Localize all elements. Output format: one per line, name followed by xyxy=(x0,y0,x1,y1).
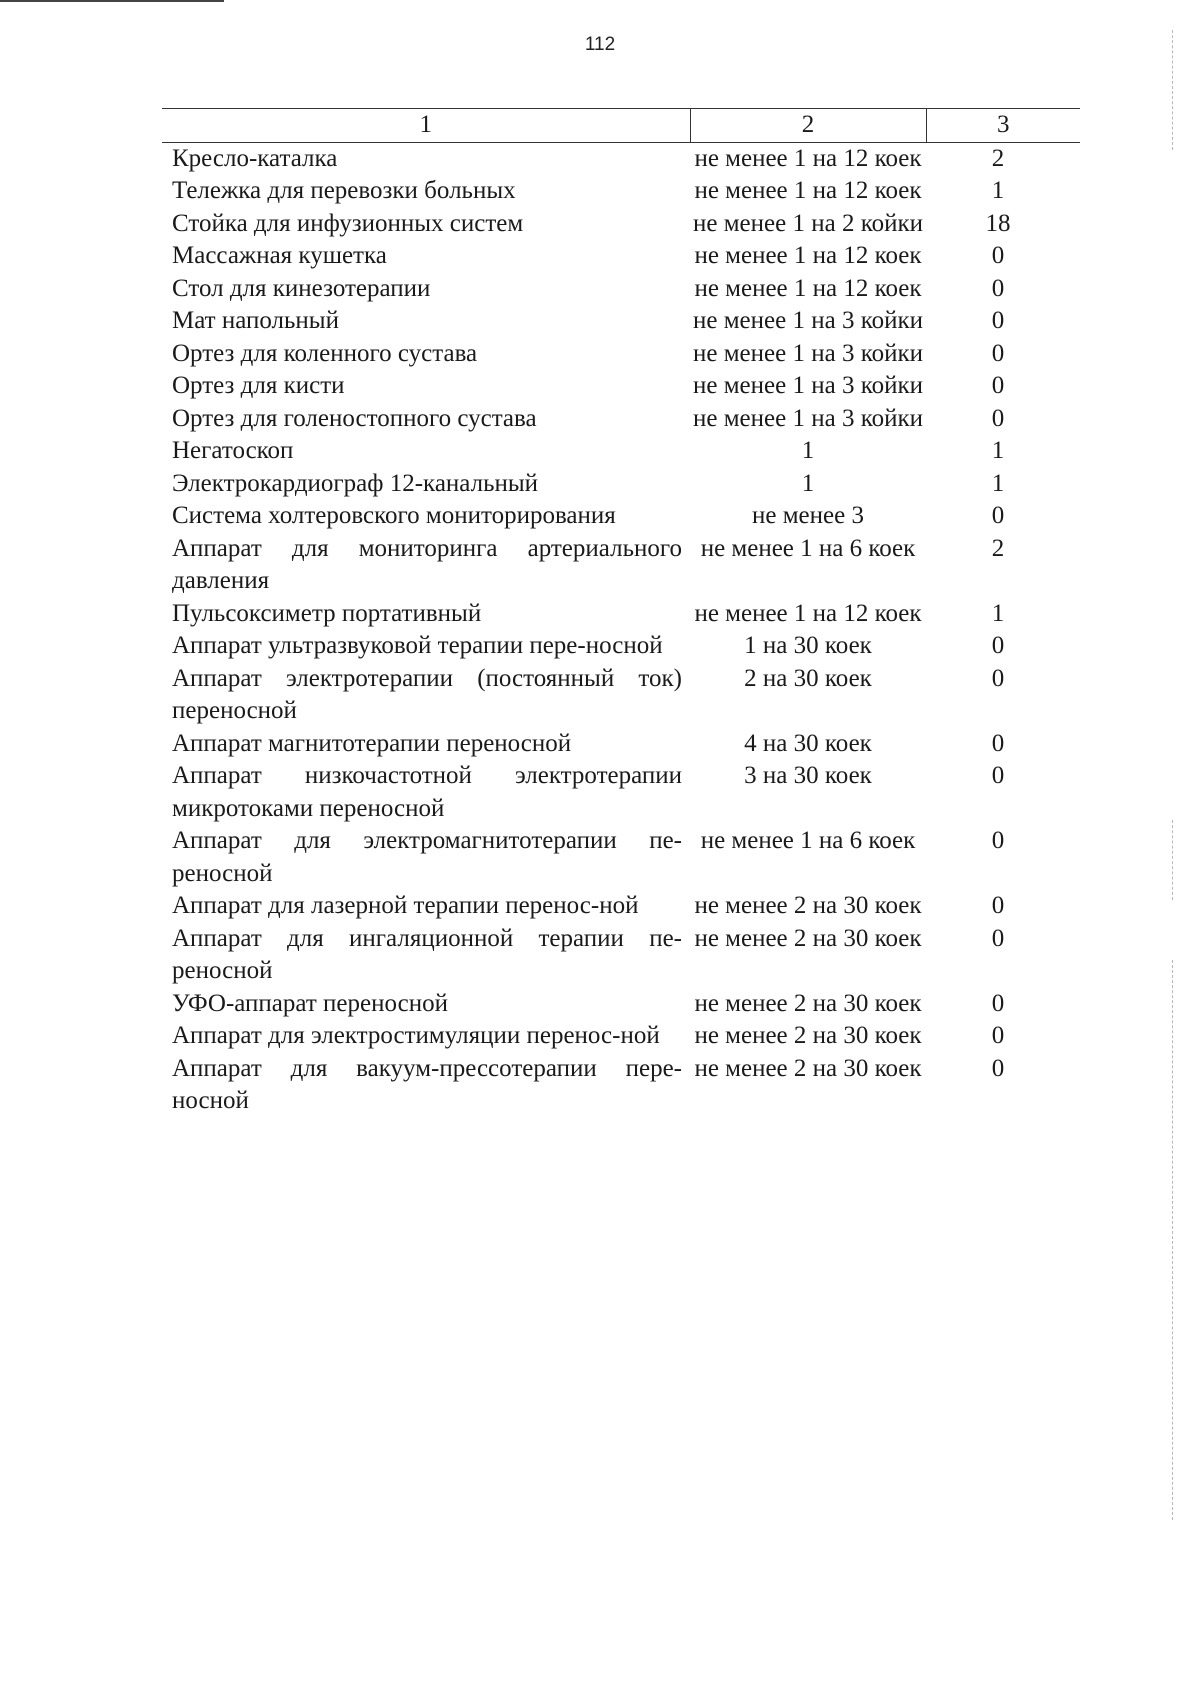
equipment-norm: не менее 1 на 12 коек xyxy=(694,144,922,172)
table-row xyxy=(162,142,1080,175)
table-row xyxy=(162,1053,1080,1118)
equipment-name: Аппарат ультразвуковой терапии пере-носной xyxy=(172,632,663,659)
equipment-norm: 1 xyxy=(801,437,815,464)
table-row xyxy=(162,468,1080,501)
equipment-quantity: 0 xyxy=(991,372,1005,399)
table-row xyxy=(162,403,1080,436)
column-header-2: 2 xyxy=(690,109,926,143)
equipment-norm: не менее 1 на 3 койки xyxy=(693,372,923,399)
equipment-norm: не менее 1 на 2 койки xyxy=(693,209,923,237)
equipment-norm: 4 на 30 коек xyxy=(744,729,872,757)
equipment-quantity: 0 xyxy=(991,242,1005,269)
equipment-name: Аппарат для мониторинга артериального давления xyxy=(172,534,682,594)
equipment-name: Ортез для кисти xyxy=(172,372,345,399)
equipment-name: Аппарат для вакуум-прессотерапии пере-носной xyxy=(172,1054,682,1114)
equipment-name: Массажная кушетка xyxy=(172,242,387,269)
equipment-norm: 1 xyxy=(801,469,815,497)
equipment-name: Система холтеровского мониторирования xyxy=(172,502,616,529)
table-row xyxy=(162,760,1080,825)
table-row xyxy=(162,598,1080,631)
table-row xyxy=(162,1020,1080,1053)
equipment-quantity: 0 xyxy=(991,339,1005,367)
equipment-quantity: 2 xyxy=(991,534,1005,562)
equipment-quantity: 0 xyxy=(991,404,1005,432)
table-row xyxy=(162,923,1080,988)
table-header-row xyxy=(162,109,1080,143)
equipment-quantity: 18 xyxy=(985,209,1011,237)
equipment-norm: не менее 1 на 12 коек xyxy=(694,242,922,269)
equipment-norm: не менее 3 xyxy=(752,502,864,529)
equipment-quantity: 1 xyxy=(991,599,1005,627)
equipment-norm: не менее 1 на 3 койки xyxy=(693,307,923,334)
equipment-name: Негатоскоп xyxy=(172,437,294,464)
equipment-name: Аппарат для ингаляционной терапии пе-реносной xyxy=(172,924,682,984)
equipment-norm: не менее 1 на 3 койки xyxy=(693,339,923,367)
equipment-name: Аппарат электротерапии (постоянный ток) переносной xyxy=(172,664,682,724)
table-row xyxy=(162,500,1080,533)
equipment-quantity: 0 xyxy=(991,762,1005,789)
equipment-quantity: 1 xyxy=(991,437,1005,464)
equipment-quantity: 0 xyxy=(991,729,1005,757)
equipment-norm: не менее 2 на 30 коек xyxy=(694,924,922,952)
equipment-norm: не менее 2 на 30 коек xyxy=(694,1054,922,1082)
equipment-quantity: 1 xyxy=(991,469,1005,497)
table-row xyxy=(162,338,1080,371)
equipment-norm: не менее 1 на 3 койки xyxy=(693,404,923,432)
table-row xyxy=(162,273,1080,306)
equipment-quantity: 0 xyxy=(991,664,1005,692)
table-row xyxy=(162,175,1080,208)
equipment-quantity: 2 xyxy=(991,144,1005,172)
equipment-norm: не менее 1 на 6 коек xyxy=(700,827,916,854)
equipment-quantity: 0 xyxy=(991,1054,1005,1082)
equipment-norm: 2 на 30 коек xyxy=(744,664,872,692)
table-row xyxy=(162,533,1080,598)
table-row xyxy=(162,208,1080,241)
equipment-norm: не менее 2 на 30 коек xyxy=(694,1022,922,1049)
table-row xyxy=(162,988,1080,1021)
equipment-norm: не менее 2 на 30 коек xyxy=(694,989,922,1017)
scan-margin-line xyxy=(1172,820,1173,900)
equipment-name: УФО-аппарат переносной xyxy=(172,989,448,1017)
equipment-norm: не менее 1 на 12 коек xyxy=(694,177,922,204)
table-row xyxy=(162,825,1080,890)
table-body xyxy=(162,142,1080,1118)
equipment-norm: не менее 1 на 12 коек xyxy=(694,274,922,302)
table-row xyxy=(162,663,1080,728)
column-header-1: 1 xyxy=(162,109,690,143)
equipment-name: Тележка для перевозки больных xyxy=(172,177,516,204)
table-row xyxy=(162,435,1080,468)
equipment-name: Ортез для голеностопного сустава xyxy=(172,404,537,432)
table-row xyxy=(162,630,1080,663)
equipment-name: Ортез для коленного сустава xyxy=(172,339,478,367)
equipment-norm: 1 на 30 коек xyxy=(744,632,872,659)
table-row xyxy=(162,890,1080,923)
equipment-name: Аппарат низкочастотной электротерапии микротоками переносной xyxy=(172,762,682,822)
equipment-quantity: 0 xyxy=(991,989,1005,1017)
equipment-name: Стойка для инфузионных систем xyxy=(172,209,524,237)
table-row xyxy=(162,305,1080,338)
equipment-quantity: 0 xyxy=(991,307,1005,334)
equipment-name: Стол для кинезотерапии xyxy=(172,274,431,302)
equipment-quantity: 0 xyxy=(991,274,1005,302)
equipment-quantity: 0 xyxy=(991,924,1005,952)
equipment-name: Электрокардиограф 12-канальный xyxy=(172,469,539,497)
table-header xyxy=(162,109,1080,143)
scan-margin-line xyxy=(1172,960,1173,1520)
equipment-name: Аппарат для электромагнитотерапии пе-реносной xyxy=(172,827,682,887)
equipment-quantity: 0 xyxy=(991,632,1005,659)
equipment-norm: 3 на 30 коек xyxy=(744,762,872,789)
table-row xyxy=(162,240,1080,273)
equipment-quantity: 1 xyxy=(991,177,1005,204)
equipment-name: Аппарат магнитотерапии переносной xyxy=(172,729,572,757)
page-number: 112 xyxy=(584,34,616,55)
table-row xyxy=(162,370,1080,403)
equipment-quantity: 0 xyxy=(991,1022,1005,1049)
equipment-quantity: 0 xyxy=(991,827,1005,854)
top-edge-rule xyxy=(0,0,224,2)
equipment-norm: не менее 1 на 6 коек xyxy=(700,534,916,562)
equipment-name: Аппарат для лазерной терапии перенос-ной xyxy=(172,892,639,919)
equipment-name: Пульсоксиметр портативный xyxy=(172,599,482,627)
equipment-norm: не менее 1 на 12 коек xyxy=(694,599,922,627)
equipment-table xyxy=(162,108,1080,1118)
equipment-name: Мат напольный xyxy=(172,307,339,334)
column-header-3: 3 xyxy=(926,109,1080,143)
equipment-name: Кресло-каталка xyxy=(172,144,338,172)
equipment-quantity: 0 xyxy=(991,892,1005,919)
table-row xyxy=(162,728,1080,761)
equipment-norm: не менее 2 на 30 коек xyxy=(694,892,922,919)
equipment-quantity: 0 xyxy=(991,502,1005,529)
equipment-name: Аппарат для электростимуляции перенос-ной xyxy=(172,1022,660,1049)
